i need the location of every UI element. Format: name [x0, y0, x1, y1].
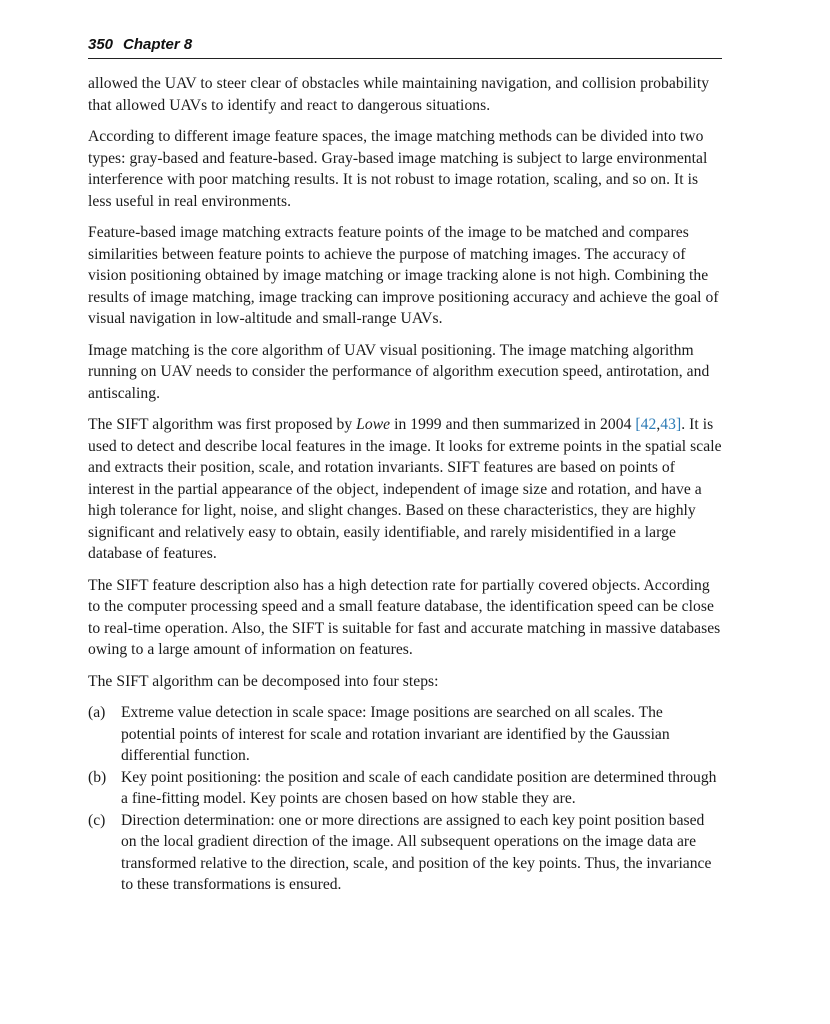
- author-name: Lowe: [356, 416, 391, 433]
- page-number: 350: [88, 36, 114, 53]
- step-text: Extreme value detection in scale space: Image positions are searched on all scales. The potential points of interest for scale and rotation invariant are identified by the Gaussian differential function.: [121, 704, 670, 764]
- citation-link-43[interactable]: 43: [660, 416, 676, 433]
- citation-link-42[interactable]: 42: [640, 416, 657, 433]
- paragraph-5: [88, 414, 722, 565]
- running-head: [88, 36, 722, 59]
- step-text: Key point positioning: the position and scale of each candidate position are determined through a fine-fitting model. Key points are chosen based on how stable they are.: [121, 768, 717, 807]
- step-label: (a): [88, 704, 106, 721]
- step-label: (c): [88, 811, 106, 829]
- paragraph-3: Feature-based image matching extracts feature points of the image to be matched and compares similarities between feature points to achieve the purpose of matching images. The accuracy of vision positioning obtained by image matching or image tracking alone is not high. Combining the results of image matching, image tracking can improve positioning accuracy and achieve the goal of visual navigation in low-altitude and small-range UAVs.: [88, 224, 719, 327]
- sift-steps-list: [88, 702, 722, 896]
- paragraph-5-intro: The SIFT algorithm was first proposed by: [88, 416, 357, 433]
- paragraph-1: allowed the UAV to steer clear of obstacles while maintaining navigation, and collision probability that allowed UAVs to identify and react to dangerous situations.: [88, 75, 710, 114]
- paragraph-6: The SIFT feature description also has a high detection rate for partially covered objects. According to the computer processing speed and a small feature database, the identification speed can be close to real-time operation. Also, the SIFT is suitable for fast and accurate matching in massive databases owing to a large amount of information on features.: [88, 576, 721, 658]
- citation-close-bracket: ]: [676, 416, 682, 433]
- list-item: [88, 810, 722, 896]
- list-item: [88, 702, 722, 767]
- list-item: [88, 767, 722, 810]
- body-text: [88, 73, 722, 896]
- chapter-label: Chapter 8: [123, 36, 193, 53]
- paragraph-4: Image matching is the core algorithm of UAV visual positioning. The image matching algorithm running on UAV needs to consider the performance of algorithm execution speed, antirotation, and antiscaling.: [88, 341, 710, 402]
- step-text: Direction determination: one or more directions are assigned to each key point position based on the local gradient direction of the image. All subsequent operations on the image data are transformed relative to the direction, scale, and position of the key points. Thus, the invariance to these transformations is ensured.: [121, 811, 712, 893]
- paragraph-5-year: in 1999 and then summarized in 2004: [390, 416, 632, 433]
- citation-separator: ,: [656, 416, 661, 433]
- citation-open-bracket: [: [635, 416, 641, 433]
- paragraph-7: The SIFT algorithm can be decomposed into four steps:: [88, 672, 439, 690]
- paragraph-2: According to different image feature spaces, the image matching methods can be divided into two types: gray-based and feature-based. Gray-based image matching is subject to large environmental interference with poor matching results. It is not robust to image rotation, scaling, and so on. It is less useful in real environments.: [88, 128, 708, 210]
- paragraph-5-body: . It is used to detect and describe local features in the image. It looks for extreme points in the spatial scale and extracts their position, scale, and rotation invariants. SIFT features are based on points of interest in the partial appearance of the object, independent of image size and rotation, and have a high tolerance for light, noise, and slight changes. Based on these characteristics, they are highly significant and relatively easy to obtain, easily identifiable, and rarely misidentified in a large database of features.: [88, 416, 722, 562]
- book-page: [88, 36, 722, 896]
- step-label: (b): [88, 768, 107, 786]
